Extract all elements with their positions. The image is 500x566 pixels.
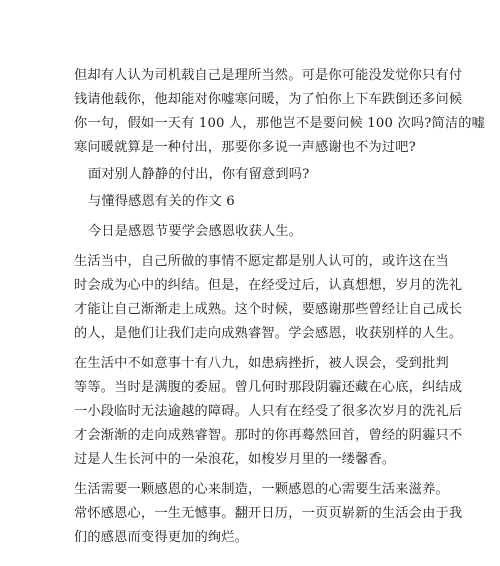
paragraph xyxy=(74,64,486,160)
text-line: 才能让自己渐渐走上成熟。这个时候，要感谢那些曾经让自己成长 xyxy=(74,302,463,317)
text-line: 才会渐渐的走向成熟睿智。那时的你再蓦然回首，曾经的阴霾只不 xyxy=(74,428,463,443)
text-line: 你一句，假如一天有 100 人，那他岂不是要问候 100 次吗?简洁的嘘 xyxy=(74,116,486,131)
paragraph xyxy=(74,352,463,472)
text-line: 在生活中不如意事十有八九，如患病挫折，被人误会，受到批判 xyxy=(74,356,449,371)
text-line: 的人，是他们让我们走向成熟睿智。学会感恩，收获别样的人生。 xyxy=(74,326,463,341)
paragraph xyxy=(74,220,434,244)
text-line: 寒问暖就算是一种付出，那要你多说一声感谢也不为过吧? xyxy=(74,140,416,155)
text-line: 等等。当时是满腹的委屈。曾几何时那段阴霾还藏在心底，纠结成 xyxy=(74,380,463,395)
paragraph xyxy=(74,250,463,346)
document-page xyxy=(74,64,486,550)
text-line: 今日是感恩节要学会感恩收获人生。 xyxy=(88,224,303,239)
paragraph xyxy=(74,163,434,187)
text-line: 生活当中，自己所做的事情不愿定都是别人认可的，或许这在当 xyxy=(74,254,449,269)
text-line: 但却有人认为司机载自己是理所当然。可是你可能没发觉你只有付 xyxy=(74,68,463,83)
text-line: 面对别人静静的付出，你有留意到吗? xyxy=(88,167,310,182)
text-line: 生活需要一颗感恩的心来制造，一颗感恩的心需要生活来滋养。 xyxy=(74,482,449,497)
text-line: 一小段临时无法逾越的障碍。人只有在经受了很多次岁月的洗礼后 xyxy=(74,404,463,419)
paragraph xyxy=(74,190,434,214)
text-line: 与懂得感恩有关的作文 6 xyxy=(88,194,235,209)
text-line: 钱请他载你，他却能对你嘘寒问暖，为了怕你上下车跌倒还多问候 xyxy=(74,92,463,107)
text-line: 过是人生长河中的一朵浪花，如梭岁月里的一缕馨香。 xyxy=(74,452,396,467)
paragraph xyxy=(74,478,463,550)
text-line: 时会成为心中的纠结。但是，在经受过后，认真想想，岁月的洗礼 xyxy=(74,278,463,293)
text-line: 常怀感恩心，一生无憾事。翻开日历，一页页崭新的生活会由于我 xyxy=(74,506,463,521)
text-line: 们的感恩而变得更加的绚烂。 xyxy=(74,530,249,545)
